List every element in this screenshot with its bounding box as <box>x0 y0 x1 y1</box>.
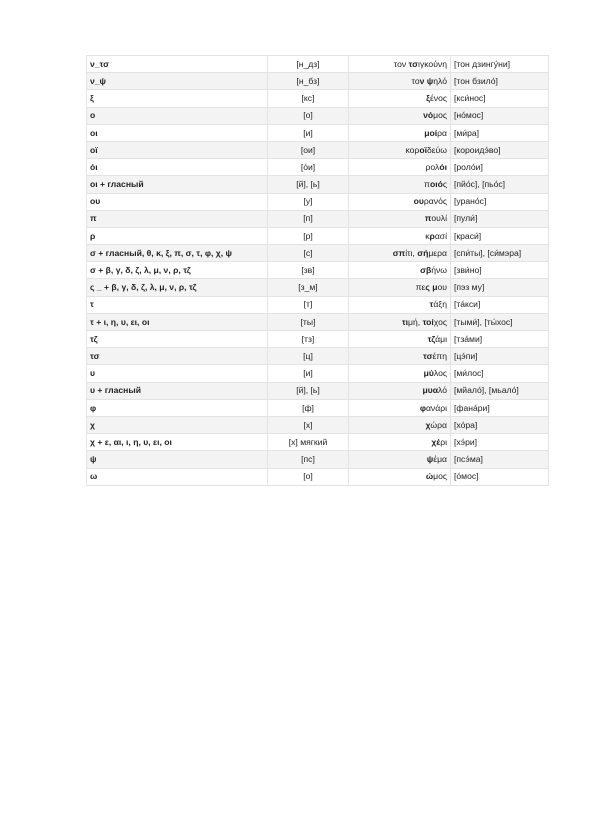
letter-cell: σ + гласный, θ, κ, ξ, π, σ, τ, φ, χ, ψ <box>87 245 268 262</box>
example-highlight: ψ <box>426 454 434 465</box>
table-row <box>87 124 549 141</box>
table-row <box>87 245 549 262</box>
example-cell <box>349 468 451 485</box>
example-text: μος <box>433 110 447 121</box>
example-cell <box>349 141 451 158</box>
example-text: το <box>411 75 420 86</box>
example-cell <box>349 176 451 193</box>
example-cell <box>349 279 451 296</box>
sound-cell: [т] <box>268 296 349 313</box>
reading-cell: [но́мос] <box>451 107 549 124</box>
sound-cell: [й], [ь] <box>268 176 349 193</box>
example-text: ρι <box>440 436 447 447</box>
example-highlight: τσ <box>408 58 419 69</box>
example-highlight: ξ <box>426 93 430 104</box>
table-row <box>87 434 549 451</box>
table-row <box>87 193 549 210</box>
example-text: μερα <box>428 247 447 258</box>
example-highlight: σβ <box>420 265 432 276</box>
letter-cell: ν_ψ <box>87 73 268 90</box>
example-highlight: ου <box>413 196 424 207</box>
table-row <box>87 348 549 365</box>
example-cell <box>349 262 451 279</box>
example-highlight: μυα <box>422 385 439 396</box>
example-text: μος <box>433 471 447 482</box>
reading-cell: [ми́ра] <box>451 124 549 141</box>
sound-cell: [с] <box>268 245 349 262</box>
letter-cell: τσ <box>87 348 268 365</box>
table-row <box>87 365 549 382</box>
example-cell <box>349 365 451 382</box>
example-cell <box>349 73 451 90</box>
reading-cell: [цэ́пи] <box>451 348 549 365</box>
letter-cell: τ + ι, η, υ, ει, οι <box>87 313 268 330</box>
example-highlight: οϊ <box>419 144 427 155</box>
example-text: ς <box>442 179 447 190</box>
example-highlight: τσ <box>422 350 433 361</box>
sound-cell: [н_бз] <box>268 73 349 90</box>
reading-cell: [спи́ты], [си́мэра] <box>451 245 549 262</box>
letter-cell: ρ <box>87 227 268 244</box>
reading-cell: [мйало́], [мьало́] <box>451 382 549 399</box>
table-row <box>87 296 549 313</box>
table-row <box>87 262 549 279</box>
letter-cell: ω <box>87 468 268 485</box>
letter-cell: όι <box>87 159 268 176</box>
table-row <box>87 90 549 107</box>
example-highlight: σή <box>417 247 429 258</box>
example-text: κορ <box>405 144 420 155</box>
example-text: κ <box>425 230 430 241</box>
example-highlight: τζ <box>427 333 436 344</box>
example-text: ασί <box>434 230 447 241</box>
example-highlight: σπ <box>392 247 406 258</box>
reading-cell: [хэ́ри] <box>451 434 549 451</box>
example-text: ηλό <box>433 75 447 86</box>
table-row <box>87 159 549 176</box>
table-row <box>87 331 549 348</box>
sound-cell: [о́и] <box>268 159 349 176</box>
example-text: άμι <box>435 333 447 344</box>
example-text: λος <box>433 368 447 379</box>
sound-cell: [ц] <box>268 348 349 365</box>
reading-cell: [тон бзило́] <box>451 73 549 90</box>
letter-cell: υ + гласный <box>87 382 268 399</box>
example-highlight: τοί <box>422 316 434 327</box>
example-cell <box>349 124 451 141</box>
example-highlight: όι <box>439 161 447 172</box>
example-cell <box>349 416 451 433</box>
letter-cell: ξ <box>87 90 268 107</box>
sound-cell: [пс] <box>268 451 349 468</box>
table-row <box>87 382 549 399</box>
reading-cell: [пули́] <box>451 210 549 227</box>
sound-cell: [п] <box>268 210 349 227</box>
example-text: ρα <box>437 127 447 138</box>
letter-cell: ψ <box>87 451 268 468</box>
example-cell <box>349 193 451 210</box>
reading-cell: [роло́и] <box>451 159 549 176</box>
example-text: ου <box>437 282 447 293</box>
reading-cell: [хо́ра] <box>451 416 549 433</box>
reading-cell: [пэз му] <box>451 279 549 296</box>
table-row <box>87 468 549 485</box>
sound-cell: [и] <box>268 124 349 141</box>
example-text: άξη <box>433 299 447 310</box>
sound-cell: [кс] <box>268 90 349 107</box>
example-text: ρολ <box>425 161 440 172</box>
example-text: ίτι, <box>405 247 418 258</box>
example-cell <box>349 348 451 365</box>
example-cell <box>349 399 451 416</box>
letter-cell: ν_τσ <box>87 56 268 73</box>
example-text: λό <box>438 385 447 396</box>
sound-cell: [ты] <box>268 313 349 330</box>
example-text: ήνω <box>431 265 447 276</box>
sound-cell: [зв] <box>268 262 349 279</box>
sound-cell: [ф] <box>268 399 349 416</box>
letter-cell: τ <box>87 296 268 313</box>
table-row <box>87 451 549 468</box>
example-highlight: ς μ <box>425 282 438 293</box>
example-cell <box>349 313 451 330</box>
sound-cell: [х] мягкий <box>268 434 349 451</box>
example-text: ιγκούνη <box>418 58 447 69</box>
table-row <box>87 73 549 90</box>
letter-cell: σ + β, γ, δ, ζ, λ, μ, ν, ρ, τζ <box>87 262 268 279</box>
example-cell <box>349 107 451 124</box>
reading-cell: [псэ́ма] <box>451 451 549 468</box>
example-highlight: ν ψ <box>419 75 434 86</box>
example-highlight: τι <box>401 316 409 327</box>
example-text: έπη <box>432 350 447 361</box>
pronunciation-table <box>86 55 549 486</box>
letter-cell: φ <box>87 399 268 416</box>
letter-cell: οι <box>87 124 268 141</box>
example-highlight: χέ <box>431 436 441 447</box>
example-highlight: οιό <box>429 179 443 190</box>
example-text: ένος <box>429 93 447 104</box>
example-cell <box>349 159 451 176</box>
reading-cell: [ми́лос] <box>451 365 549 382</box>
example-highlight: π <box>424 213 432 224</box>
letter-cell: χ + ε, αι, ι, η, υ, ει, οι <box>87 434 268 451</box>
letter-cell: τζ <box>87 331 268 348</box>
example-highlight: ώ <box>425 471 434 482</box>
example-cell <box>349 210 451 227</box>
pronunciation-table-body <box>87 56 549 486</box>
sound-cell: [о] <box>268 107 349 124</box>
letter-cell: χ <box>87 416 268 433</box>
example-text: π <box>424 179 430 190</box>
letter-cell: υ <box>87 365 268 382</box>
table-row <box>87 399 549 416</box>
sound-cell: [у] <box>268 193 349 210</box>
reading-cell: [тыми́], [ты́хос] <box>451 313 549 330</box>
example-cell <box>349 227 451 244</box>
sound-cell: [и] <box>268 365 349 382</box>
example-cell <box>349 434 451 451</box>
example-highlight: φ <box>419 402 426 413</box>
example-text: ρανός <box>423 196 447 207</box>
table-row <box>87 56 549 73</box>
sound-cell: [ои] <box>268 141 349 158</box>
reading-cell: [краси́] <box>451 227 549 244</box>
reading-cell: [тза́ми] <box>451 331 549 348</box>
sound-cell: [о] <box>268 468 349 485</box>
example-text: μή, <box>408 316 423 327</box>
sound-cell: [з_м] <box>268 279 349 296</box>
reading-cell: [короидэ́во] <box>451 141 549 158</box>
letter-cell: ο <box>87 107 268 124</box>
letter-cell: οϊ <box>87 141 268 158</box>
example-highlight: χ <box>425 419 431 430</box>
example-text: ώρα <box>430 419 447 430</box>
reading-cell: [та́кси] <box>451 296 549 313</box>
table-row <box>87 227 549 244</box>
letter-cell: οι + гласный <box>87 176 268 193</box>
table-row <box>87 279 549 296</box>
sound-cell: [н_дз] <box>268 56 349 73</box>
letter-cell: ου <box>87 193 268 210</box>
reading-cell: [фана́ри] <box>451 399 549 416</box>
table-row <box>87 141 549 158</box>
reading-cell: [урано́с] <box>451 193 549 210</box>
table-row <box>87 313 549 330</box>
letter-cell: π <box>87 210 268 227</box>
table-row <box>87 210 549 227</box>
example-text: χος <box>433 316 447 327</box>
example-text: δεύω <box>426 144 447 155</box>
example-highlight: τ <box>429 299 434 310</box>
reading-cell: [о́мос] <box>451 468 549 485</box>
sound-cell: [тз] <box>268 331 349 348</box>
sound-cell: [р] <box>268 227 349 244</box>
example-cell <box>349 382 451 399</box>
example-cell <box>349 90 451 107</box>
reading-cell: [тон дзингу́ни] <box>451 56 549 73</box>
sound-cell: [х] <box>268 416 349 433</box>
example-text: έμα <box>433 454 447 465</box>
example-highlight: μύ <box>423 368 434 379</box>
example-highlight: ρ <box>429 230 435 241</box>
letter-cell: ς _ + β, γ, δ, ζ, λ, μ, ν, ρ, τζ <box>87 279 268 296</box>
table-row <box>87 176 549 193</box>
reading-cell: [кси́нос] <box>451 90 549 107</box>
example-highlight: νό <box>423 110 434 121</box>
example-highlight: μοί <box>424 127 438 138</box>
sound-cell: [й], [ь] <box>268 382 349 399</box>
example-cell <box>349 245 451 262</box>
example-cell <box>349 451 451 468</box>
example-text: ανάρι <box>425 402 447 413</box>
reading-cell: [зви́но] <box>451 262 549 279</box>
example-text: πε <box>415 282 426 293</box>
example-text: ουλί <box>431 213 447 224</box>
example-text: τον <box>393 58 409 69</box>
example-cell <box>349 331 451 348</box>
table-row <box>87 416 549 433</box>
reading-cell: [пйо́с], [пьо́с] <box>451 176 549 193</box>
table-row <box>87 107 549 124</box>
example-cell <box>349 56 451 73</box>
example-cell <box>349 296 451 313</box>
